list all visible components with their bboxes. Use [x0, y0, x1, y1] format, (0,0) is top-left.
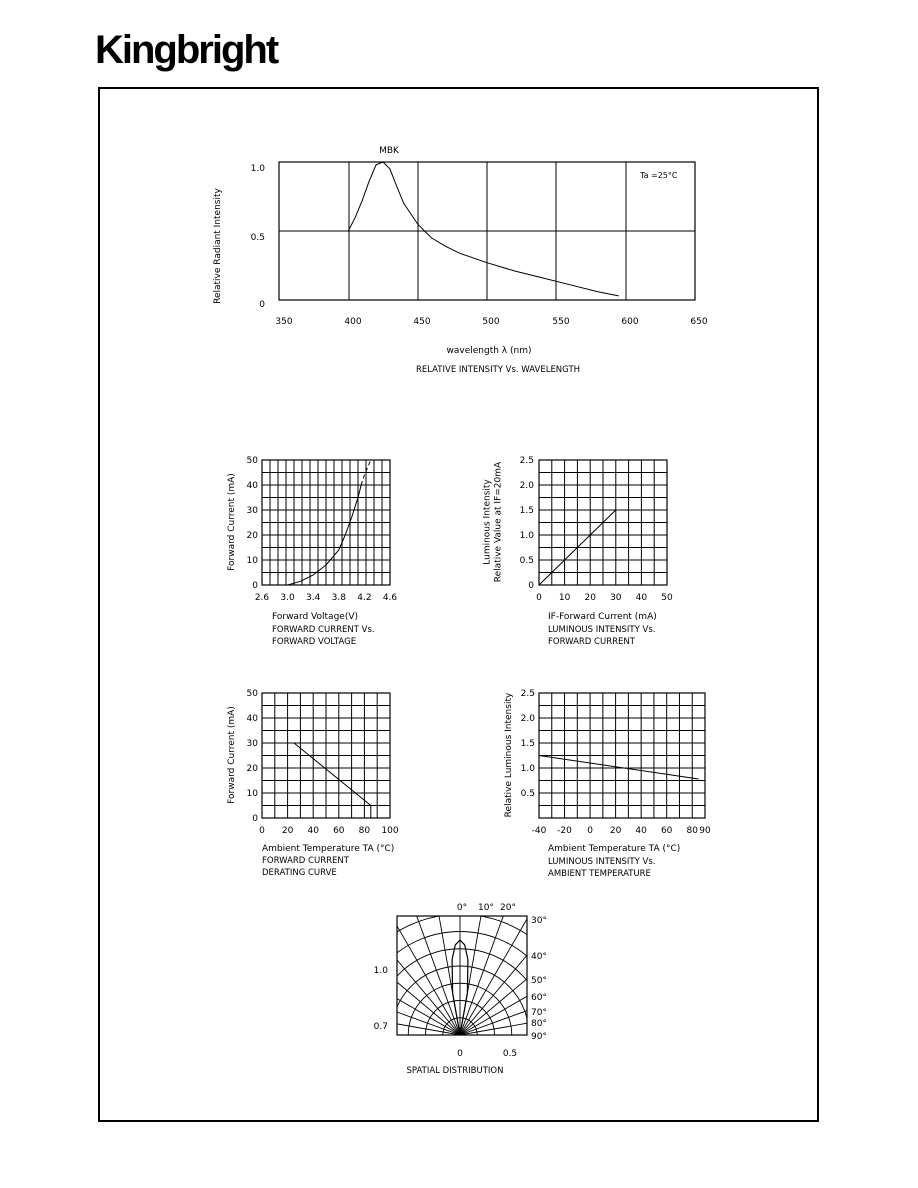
- x-tick-label: 450: [413, 317, 431, 327]
- x-tick-label: 0: [587, 826, 593, 836]
- y-tick-label: 20: [246, 531, 258, 541]
- x-tick-label: 100: [381, 826, 399, 836]
- polar-spoke: [331, 882, 460, 1035]
- x-tick-label: 30: [610, 593, 622, 603]
- x-tick-label: -40: [531, 826, 547, 836]
- y-tick-label: 0.5: [520, 789, 535, 799]
- x-tick-label: 3.0: [280, 593, 295, 603]
- x-tick-label: 80: [686, 826, 698, 836]
- y-tick-label: 10: [246, 556, 258, 566]
- y-tick-label: 40: [246, 481, 258, 491]
- radial-label: 0: [457, 1049, 463, 1059]
- angle-label: 80°: [531, 1019, 547, 1029]
- x-tick-label: 3.8: [331, 593, 346, 603]
- chart-title: FORWARD CURRENT Vs.: [272, 625, 375, 635]
- chart-title: FORWARD CURRENT: [262, 856, 349, 866]
- chart-title: LUMINOUS INTENSITY Vs.: [548, 857, 656, 867]
- y-axis-label: Relative Luminous Intensity: [504, 692, 514, 818]
- x-axis-label: wavelength λ (nm): [446, 346, 532, 356]
- y-axis-label: Forward Current (mA): [227, 706, 237, 804]
- x-tick-label: 550: [552, 317, 570, 327]
- y-tick-label: 30: [246, 739, 258, 749]
- y-tick-label: 50: [246, 456, 258, 466]
- x-tick-label: 3.4: [306, 593, 321, 603]
- y-tick-label: 0.5: [519, 556, 534, 566]
- y-tick-label: 2.0: [519, 481, 534, 491]
- series-line: [348, 162, 618, 296]
- x-tick-label: 40: [635, 826, 647, 836]
- chart-spatial: [260, 835, 660, 1173]
- chart-title: LUMINOUS INTENSITY Vs.: [548, 625, 656, 635]
- chart-derating: [227, 689, 399, 878]
- x-axis-label: Forward Voltage(V): [272, 612, 358, 622]
- angle-label: 60°: [531, 993, 547, 1003]
- angle-label: 10°: [478, 903, 494, 913]
- y-tick-label: 0: [528, 581, 534, 591]
- y-tick-label: 1.0: [250, 164, 265, 174]
- radial-label: 0.7: [373, 1022, 388, 1032]
- angle-label: 20°: [500, 903, 516, 913]
- radial-label: 0.5: [502, 1049, 518, 1059]
- chart-title: AMBIENT TEMPERATURE: [548, 869, 651, 879]
- y-tick-label: 1.5: [519, 506, 534, 516]
- y-axis-label: Relative Value at IF=20mA: [493, 461, 504, 583]
- x-tick-label: 400: [344, 317, 362, 327]
- y-tick-label: 1.5: [520, 739, 535, 749]
- y-tick-label: 10: [246, 789, 258, 799]
- x-tick-label: 60: [333, 826, 345, 836]
- x-tick-label: 600: [621, 317, 639, 327]
- x-tick-label: 4.2: [357, 593, 372, 603]
- chart-title: SPATIAL DISTRIBUTION: [406, 1066, 504, 1076]
- y-axis-label: Relative Radiant Intensity: [213, 188, 223, 304]
- y-tick-label: 0.5: [250, 233, 265, 243]
- logo-text: Kingbright: [95, 28, 278, 72]
- series-line: [539, 756, 699, 780]
- x-tick-label: 90: [699, 826, 711, 836]
- angle-label: 70°: [531, 1008, 547, 1018]
- x-tick-label: 60: [660, 826, 673, 836]
- x-axis-label: Ambient Temperature TA (°C): [262, 844, 395, 854]
- x-tick-label: 40: [635, 593, 648, 603]
- x-tick-label: 20: [584, 593, 596, 603]
- polar-spoke: [287, 935, 460, 1035]
- x-tick-label: 0: [259, 826, 265, 836]
- chart-spectrum: [213, 146, 708, 375]
- y-tick-label: 1.0: [520, 764, 535, 774]
- y-tick-label: 2.5: [520, 689, 535, 699]
- y-tick-label: 0: [252, 814, 258, 824]
- x-axis-label: Ambient Temperature TA (°C): [548, 844, 681, 854]
- angle-label: 30°: [531, 916, 547, 926]
- y-tick-label: 30: [246, 506, 258, 516]
- x-tick-label: 2.6: [254, 593, 270, 603]
- chart-title: RELATIVE INTENSITY Vs. WAVELENGTH: [415, 365, 581, 375]
- x-tick-label: 80: [358, 826, 371, 836]
- chart-iv-lum: [483, 456, 673, 647]
- y-tick-label: 2.5: [519, 456, 534, 466]
- y-tick-label: 2.0: [520, 714, 535, 724]
- annotation: Ta =25°C: [640, 171, 678, 180]
- x-tick-label: 0: [536, 593, 542, 603]
- angle-label: 90°: [531, 1032, 547, 1042]
- x-tick-label: 20: [609, 826, 622, 836]
- chart-title: FORWARD CURRENT: [548, 637, 635, 647]
- x-tick-label: -20: [557, 826, 572, 836]
- y-axis-label: Luminous Intensity: [482, 479, 493, 565]
- x-tick-label: 650: [690, 317, 708, 327]
- x-tick-label: 350: [275, 317, 293, 327]
- angle-label: 50°: [531, 976, 547, 986]
- angle-label: 40°: [531, 952, 547, 962]
- chart-title: FORWARD VOLTAGE: [272, 637, 357, 647]
- y-tick-label: 50: [246, 689, 258, 699]
- chart-lum-temp: [504, 689, 711, 879]
- x-tick-label: 10: [558, 593, 571, 603]
- y-tick-label: 20: [246, 764, 258, 774]
- polar-frame: [397, 916, 527, 1035]
- chart-title: DERATING CURVE: [262, 868, 337, 878]
- x-tick-label: 50: [661, 593, 673, 603]
- x-tick-label: 20: [281, 826, 294, 836]
- y-tick-label: 1.0: [519, 531, 534, 541]
- y-tick-label: 40: [246, 714, 258, 724]
- y-tick-label: 0: [259, 300, 265, 310]
- y-axis-label: Forward Current (mA): [227, 473, 237, 571]
- x-tick-label: 4.6: [382, 593, 398, 603]
- angle-label: 0°: [456, 903, 468, 913]
- radial-label: 1.0: [373, 966, 388, 976]
- chart-iv: [227, 456, 397, 647]
- x-tick-label: 40: [307, 826, 319, 836]
- y-tick-label: 0: [252, 581, 258, 591]
- polar-grid: [260, 835, 660, 1173]
- x-axis-label: IF-Forward Current (mA): [548, 612, 657, 622]
- annotation: MBK: [379, 146, 399, 156]
- x-tick-label: 500: [482, 317, 500, 327]
